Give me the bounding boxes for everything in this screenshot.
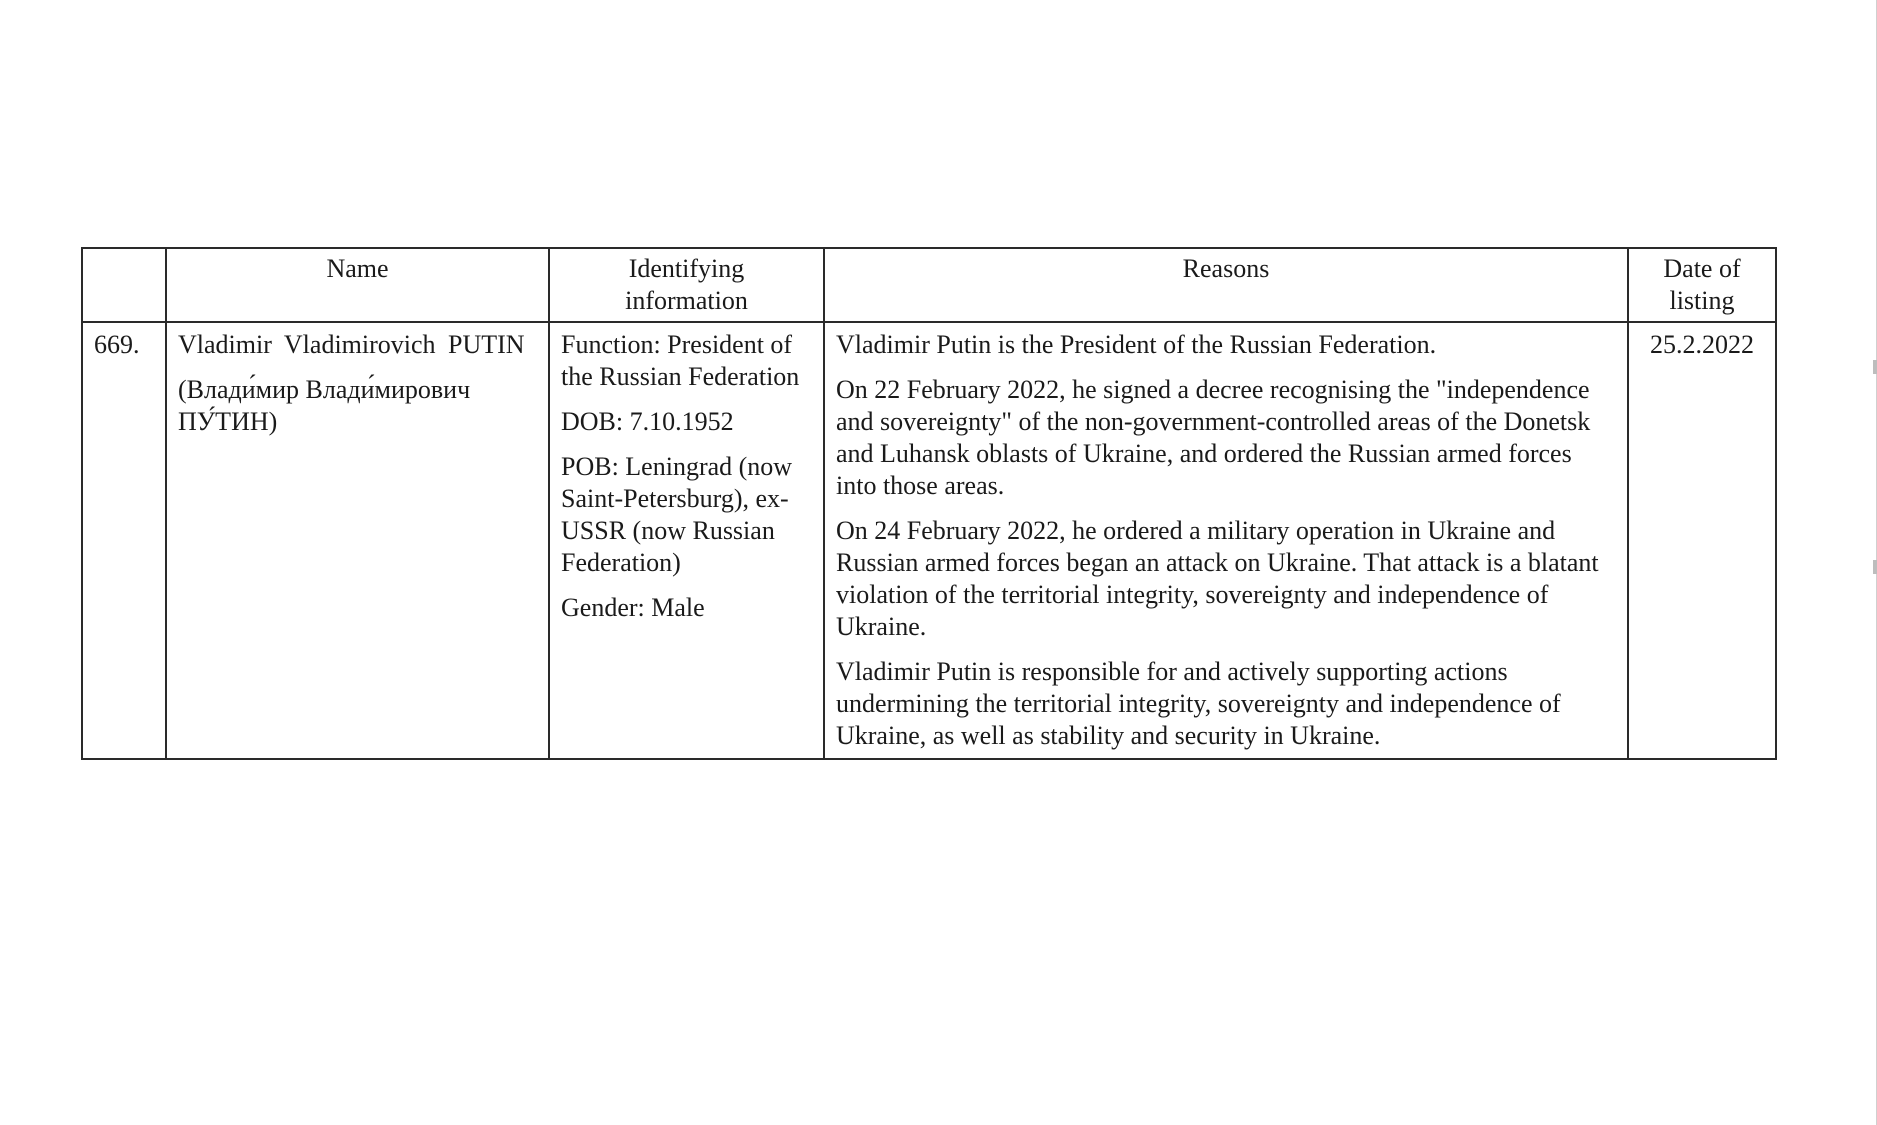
header-name: Name	[166, 248, 549, 322]
entry-reasons-cell	[824, 322, 1628, 759]
reason-paragraph-1: Vladimir Putin is the President of the Russian Federation.	[836, 330, 1437, 359]
header-date-of-listing	[1628, 248, 1776, 322]
entry-name-latin: Vladimir Vladimirovich PUTIN	[178, 330, 525, 359]
header-date-line1: Date of	[1663, 254, 1741, 283]
header-identifying-line2: information	[625, 286, 748, 315]
header-identifying-information	[549, 248, 824, 322]
entry-number: 669.	[82, 322, 166, 759]
entry-name-cell	[166, 322, 549, 759]
identifying-dob: DOB: 7.10.1952	[561, 407, 734, 436]
identifying-gender: Gender: Male	[561, 593, 705, 622]
entry-name-cyrillic: (Влади́мир Влади́мирович ПУ́ТИН)	[178, 375, 471, 436]
sanctions-listing-table	[81, 247, 1777, 760]
table-header-row	[82, 248, 1776, 322]
reason-paragraph-4: Vladimir Putin is responsible for and actively supporting actions undermining the territorial integrity, sovereignty and independence of Ukraine, as well as stability and security in Ukraine.	[836, 657, 1561, 750]
page-edge-mark	[1873, 360, 1877, 374]
identifying-function: Function: President of the Russian Federation	[561, 330, 800, 391]
page-edge-mark	[1873, 560, 1877, 574]
entry-date-of-listing: 25.2.2022	[1628, 322, 1776, 759]
header-date-line2: listing	[1669, 286, 1735, 315]
header-reasons: Reasons	[824, 248, 1628, 322]
table-row	[82, 322, 1776, 759]
reason-paragraph-3: On 24 February 2022, he ordered a military operation in Ukraine and Russian armed forces began an attack on Ukraine. That attack is a blatant violation of the territorial integrity, sovereignty and independence of Ukraine.	[836, 516, 1599, 641]
header-identifying-line1: Identifying	[628, 254, 745, 283]
identifying-pob: POB: Leningrad (now Saint-Petersburg), ex-USSR (now Russian Federation)	[561, 452, 793, 577]
reason-paragraph-2: On 22 February 2022, he signed a decree recognising the "independence and sovereignty" of the non-government-controlled areas of the Donetsk and Luhansk oblasts of Ukraine, and ordered the Russian armed forces into those areas.	[836, 375, 1591, 500]
header-number	[82, 248, 166, 322]
entry-identifying-cell	[549, 322, 824, 759]
